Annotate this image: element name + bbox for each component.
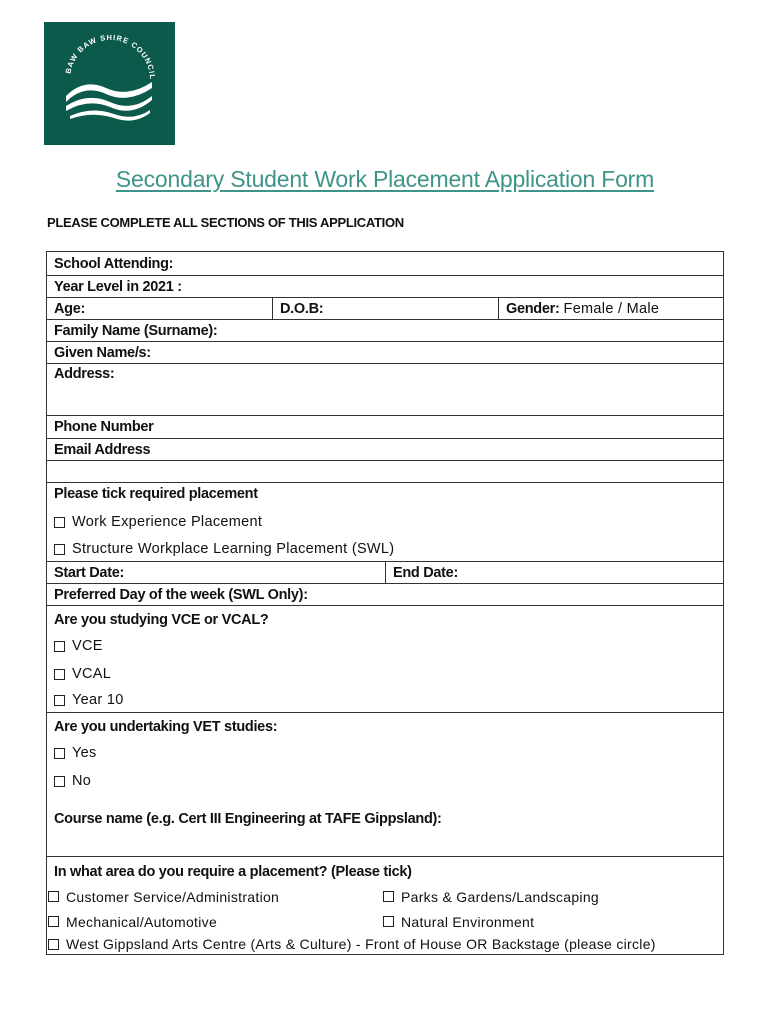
area-option-natural-environment[interactable] [383,909,723,934]
address-label: Address: [54,366,115,382]
dob-field[interactable] [272,298,498,319]
checkbox-icon[interactable] [54,517,65,528]
studying-option-vcal[interactable] [54,660,716,688]
phone-row[interactable] [47,416,723,439]
year-level-row[interactable] [47,276,723,298]
end-date-field[interactable] [385,562,723,583]
checkbox-icon[interactable] [54,544,65,555]
vet-section [47,713,723,857]
age-field[interactable] [47,298,272,319]
svg-text:BAW BAW SHIRE COUNCIL [64,33,158,80]
age-label: Age: [54,300,86,317]
checkbox-icon[interactable] [48,916,59,927]
placement-option-label: Structure Workplace Learning Placement (SWL) [72,541,395,557]
email-continued-row[interactable] [47,461,723,483]
area-option-label: West Gippsland Arts Centre (Arts & Culture) - Front of House OR Backstage (please circle) [66,936,656,952]
area-option-label: Customer Service/Administration [66,888,280,905]
checkbox-icon[interactable] [54,748,65,759]
placement-heading: Please tick required placement [54,486,258,502]
instruction-text: PLEASE COMPLETE ALL SECTIONS OF THIS APPLICATION [47,215,404,230]
family-name-label: Family Name (Surname): [54,322,218,339]
start-date-field[interactable] [47,562,385,583]
checkbox-icon[interactable] [383,916,394,927]
email-label: Email Address [54,441,151,458]
page-title: Secondary Student Work Placement Application Form [115,166,655,192]
area-option-mechanical[interactable] [48,909,383,934]
dob-label: D.O.B: [280,300,324,317]
vet-option-yes[interactable] [54,739,716,767]
preferred-day-row[interactable] [47,584,723,606]
course-name-label[interactable]: Course name (e.g. Cert III Engineering at TAFE Gippsland): [54,811,442,827]
vet-heading: Are you undertaking VET studies: [54,719,278,735]
vet-option-no[interactable] [54,767,716,795]
end-date-label: End Date: [393,564,458,581]
checkbox-icon[interactable] [48,891,59,902]
studying-option-label: VCAL [72,666,112,682]
council-logo [44,22,175,145]
email-row[interactable] [47,439,723,461]
area-option-label: Parks & Gardens/Landscaping [401,888,599,905]
family-name-row[interactable] [47,320,723,342]
age-dob-gender-row [47,298,723,320]
area-option-arts-centre[interactable] [47,934,723,954]
dates-row [47,562,723,584]
year-level-label: Year Level in 2021 : [54,278,182,295]
area-heading: In what area do you require a placement? (Please tick) [54,864,412,880]
checkbox-icon[interactable] [54,695,65,706]
gender-options[interactable]: Female / Male [563,300,660,317]
studying-option-label: Year 10 [72,692,124,708]
preferred-day-label: Preferred Day of the week (SWL Only): [54,586,308,603]
checkbox-icon[interactable] [54,669,65,680]
vet-option-label: Yes [72,745,97,761]
placement-option-work-experience[interactable] [54,508,716,536]
hills-logo-icon [44,22,175,145]
application-form [46,251,724,955]
studying-section [47,606,723,713]
placement-section [47,483,723,562]
area-option-parks-gardens[interactable] [383,884,723,909]
studying-option-label: VCE [72,638,103,654]
area-option-label: Mechanical/Automotive [66,913,218,930]
checkbox-icon[interactable] [54,641,65,652]
checkbox-icon[interactable] [48,939,59,950]
gender-label: Gender: [506,300,560,317]
phone-label: Phone Number [54,419,154,435]
placement-option-swl[interactable] [54,536,716,562]
studying-heading: Are you studying VCE or VCAL? [54,612,269,628]
gender-field[interactable] [498,298,723,319]
school-row[interactable] [47,252,723,276]
area-option-customer-service[interactable] [48,884,383,909]
given-names-label: Given Name/s: [54,344,151,361]
area-option-label: Natural Environment [401,913,535,930]
checkbox-icon[interactable] [54,776,65,787]
address-row[interactable] [47,364,723,416]
studying-option-year-10[interactable] [54,688,716,712]
area-section [47,857,723,955]
logo-text: BAW BAW SHIRE COUNCIL [63,32,158,81]
start-date-label: Start Date: [54,564,125,581]
area-options [47,884,723,934]
studying-option-vce[interactable] [54,632,716,660]
placement-option-label: Work Experience Placement [72,514,263,530]
checkbox-icon[interactable] [383,891,394,902]
school-label: School Attending: [54,255,174,272]
vet-option-label: No [72,773,92,789]
given-names-row[interactable] [47,342,723,364]
